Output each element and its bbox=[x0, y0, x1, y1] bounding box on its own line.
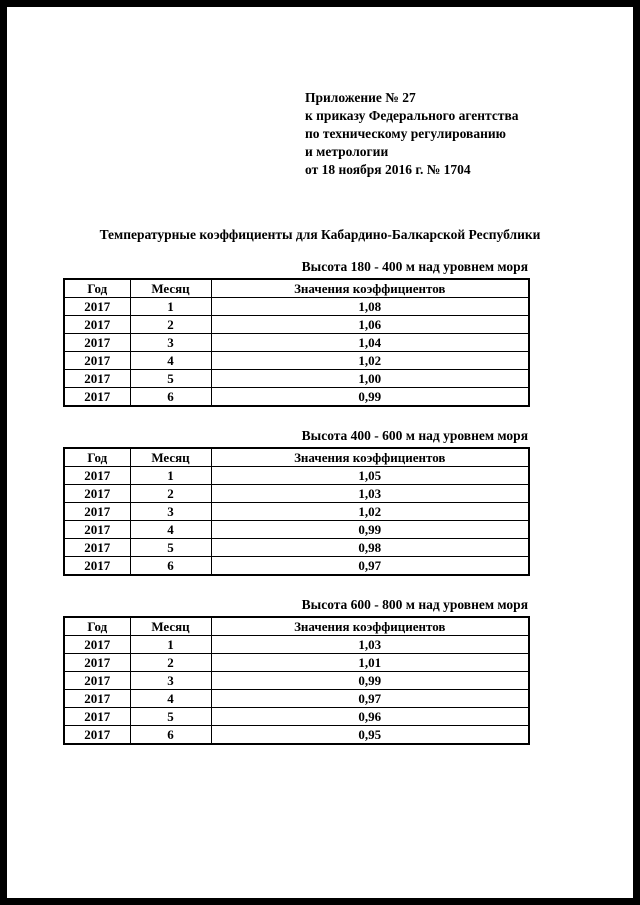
header-line: к приказу Федерального агентства bbox=[305, 108, 519, 123]
column-header: Значения коэффициентов bbox=[211, 279, 529, 298]
year-cell: 2017 bbox=[64, 334, 130, 352]
month-cell: 4 bbox=[130, 690, 211, 708]
value-cell: 1,05 bbox=[211, 467, 529, 485]
value-cell: 0,97 bbox=[211, 690, 529, 708]
year-cell: 2017 bbox=[64, 388, 130, 407]
month-cell: 3 bbox=[130, 672, 211, 690]
year-cell: 2017 bbox=[64, 726, 130, 745]
year-cell: 2017 bbox=[64, 503, 130, 521]
table-row bbox=[64, 672, 529, 690]
table-row bbox=[64, 467, 529, 485]
year-cell: 2017 bbox=[64, 557, 130, 576]
table-row bbox=[64, 485, 529, 503]
year-cell: 2017 bbox=[64, 485, 130, 503]
table-header-row bbox=[64, 617, 529, 636]
table-row bbox=[64, 539, 529, 557]
year-cell: 2017 bbox=[64, 298, 130, 316]
table-header-row bbox=[64, 448, 529, 467]
column-header: Месяц bbox=[130, 448, 211, 467]
table-row bbox=[64, 521, 529, 539]
year-cell: 2017 bbox=[64, 370, 130, 388]
table-row bbox=[64, 726, 529, 745]
month-cell: 2 bbox=[130, 316, 211, 334]
value-cell: 1,02 bbox=[211, 503, 529, 521]
column-header: Значения коэффициентов bbox=[211, 617, 529, 636]
value-cell: 1,02 bbox=[211, 352, 529, 370]
table-row bbox=[64, 388, 529, 407]
month-cell: 6 bbox=[130, 726, 211, 745]
table-header-row bbox=[64, 279, 529, 298]
value-cell: 0,95 bbox=[211, 726, 529, 745]
month-cell: 1 bbox=[130, 636, 211, 654]
header-line: и метрологии bbox=[305, 144, 389, 159]
value-cell: 1,04 bbox=[211, 334, 529, 352]
table-row bbox=[64, 708, 529, 726]
appendix-header bbox=[305, 89, 633, 179]
month-cell: 3 bbox=[130, 334, 211, 352]
month-cell: 3 bbox=[130, 503, 211, 521]
year-cell: 2017 bbox=[64, 654, 130, 672]
year-cell: 2017 bbox=[64, 690, 130, 708]
year-cell: 2017 bbox=[64, 672, 130, 690]
column-header: Значения коэффициентов bbox=[211, 448, 529, 467]
coefficients-table bbox=[63, 616, 530, 745]
coefficients-table bbox=[63, 278, 530, 407]
document-title: Температурные коэффициенты для Кабардино-Балкарской Республики bbox=[99, 227, 541, 242]
month-cell: 1 bbox=[130, 467, 211, 485]
header-line: по техническому регулированию bbox=[305, 126, 506, 141]
value-cell: 0,99 bbox=[211, 521, 529, 539]
table-row bbox=[64, 370, 529, 388]
table-row bbox=[64, 316, 529, 334]
year-cell: 2017 bbox=[64, 708, 130, 726]
column-header: Год bbox=[64, 279, 130, 298]
table-block bbox=[63, 259, 530, 407]
tables-section bbox=[63, 259, 530, 745]
value-cell: 1,03 bbox=[211, 636, 529, 654]
value-cell: 0,99 bbox=[211, 388, 529, 407]
table-block bbox=[63, 428, 530, 576]
month-cell: 2 bbox=[130, 485, 211, 503]
table-row bbox=[64, 654, 529, 672]
month-cell: 5 bbox=[130, 539, 211, 557]
year-cell: 2017 bbox=[64, 467, 130, 485]
year-cell: 2017 bbox=[64, 636, 130, 654]
month-cell: 4 bbox=[130, 521, 211, 539]
table-row bbox=[64, 334, 529, 352]
month-cell: 4 bbox=[130, 352, 211, 370]
table-row bbox=[64, 298, 529, 316]
value-cell: 0,96 bbox=[211, 708, 529, 726]
value-cell: 1,06 bbox=[211, 316, 529, 334]
value-cell: 0,97 bbox=[211, 557, 529, 576]
month-cell: 5 bbox=[130, 708, 211, 726]
table-row bbox=[64, 636, 529, 654]
column-header: Год bbox=[64, 617, 130, 636]
year-cell: 2017 bbox=[64, 539, 130, 557]
value-cell: 1,08 bbox=[211, 298, 529, 316]
value-cell: 1,01 bbox=[211, 654, 529, 672]
table-caption: Высота 600 - 800 м над уровнем моря bbox=[301, 597, 528, 612]
year-cell: 2017 bbox=[64, 316, 130, 334]
column-header: Месяц bbox=[130, 617, 211, 636]
month-cell: 6 bbox=[130, 388, 211, 407]
table-row bbox=[64, 352, 529, 370]
value-cell: 0,99 bbox=[211, 672, 529, 690]
month-cell: 1 bbox=[130, 298, 211, 316]
table-caption: Высота 180 - 400 м над уровнем моря bbox=[301, 259, 528, 274]
value-cell: 1,00 bbox=[211, 370, 529, 388]
month-cell: 6 bbox=[130, 557, 211, 576]
month-cell: 5 bbox=[130, 370, 211, 388]
value-cell: 0,98 bbox=[211, 539, 529, 557]
header-line: Приложение № 27 bbox=[305, 90, 416, 105]
year-cell: 2017 bbox=[64, 352, 130, 370]
table-row bbox=[64, 503, 529, 521]
table-row bbox=[64, 690, 529, 708]
table-row bbox=[64, 557, 529, 576]
value-cell: 1,03 bbox=[211, 485, 529, 503]
month-cell: 2 bbox=[130, 654, 211, 672]
header-line: от 18 ноября 2016 г. № 1704 bbox=[305, 162, 471, 177]
table-block bbox=[63, 597, 530, 745]
table-caption: Высота 400 - 600 м над уровнем моря bbox=[301, 428, 528, 443]
year-cell: 2017 bbox=[64, 521, 130, 539]
column-header: Месяц bbox=[130, 279, 211, 298]
column-header: Год bbox=[64, 448, 130, 467]
coefficients-table bbox=[63, 447, 530, 576]
